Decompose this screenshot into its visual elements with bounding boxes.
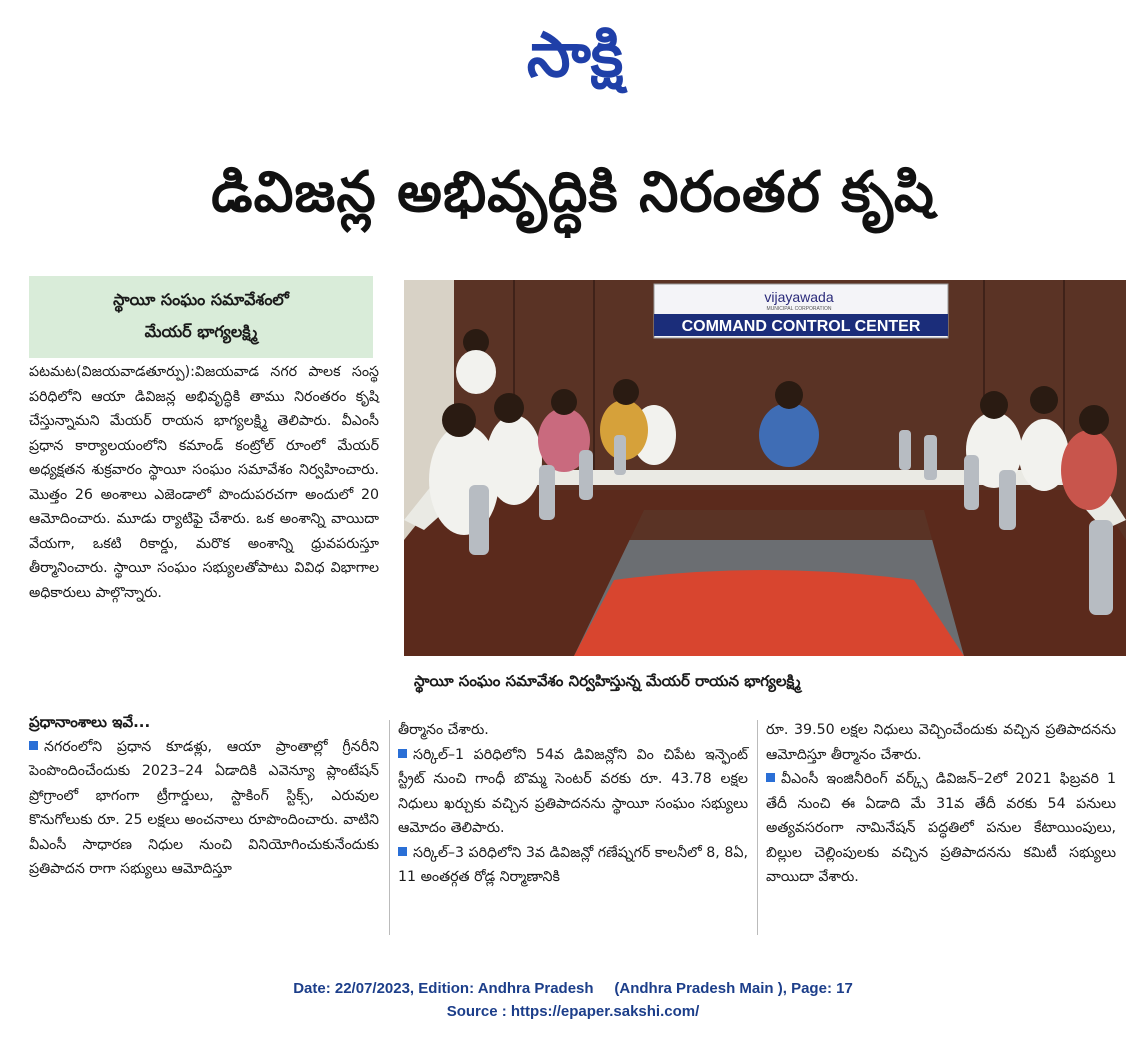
subheadline-box <box>29 276 373 358</box>
section-heading: ప్రధానాంశాలు ఇవే... <box>29 713 151 731</box>
list-item <box>29 735 379 882</box>
headline: డివిజన్ల అభివృద్ధికి నిరంతర కృషి <box>211 160 935 225</box>
bullet-icon <box>398 749 407 758</box>
list-item-text: నగరంలోని ప్రధాన కూడళ్లు, ఆయా ప్రాంతాల్లో గ్రీనరీని పెంపొందించేందుకు 2023–24 ఏడాదికి ఎవెన్యూ ప్లాంటేషన్ ప్రోగ్రాంలో భాగంగా ట్రీగార్డులు, స్టాకింగ్ స్టిక్స్, ఎరువుల కొనుగోలుకు రూ. 25 లక్షలు అంచనాలు రూపొందించారు. వాటిని వీఎంసీ సాధారణ నిధుల నుంచి వినియోగించుకునేందుకు ప్రతిపాదన రాగా సభ్యులు ఆమోదిస్తూ <box>29 738 379 877</box>
photo-caption: స్థాయీ సంఘం సమావేశం నిర్వహిస్తున్న మేయర్ రాయన భాగ్యలక్ష్మి <box>414 672 801 690</box>
continuation-text: తీర్మానం చేశారు. <box>398 722 489 738</box>
column-divider <box>389 720 390 935</box>
source-link[interactable]: Source : https://epaper.sakshi.com/ <box>446 1003 700 1020</box>
bullet-icon <box>766 773 775 782</box>
list-item-text: సర్కిల్–1 పరిధిలోని 54వ డివిజన్లోని విం చిపేట ఇన్ఫెంట్ స్ట్రీట్ నుంచి గాంధీ బొమ్మ సెంటర్ వరకు రూ. 43.78 లక్షల నిధులు ఖర్చుకు వచ్చిన ప్రతిపాదనను స్థాయీ సంఘం సభ్యులు ఆమోదం తెలిపారు. <box>398 746 748 836</box>
list-item-text: వీఎంసీ ఇంజినీరింగ్ వర్క్స్ డివిజన్–2లో 2021 ఫిబ్రవరి 1 తేదీ నుంచి ఈ ఏడాది మే 31వ తేదీ వరకు 54 పనులు అత్యవసరంగా నామినేషన్ పద్ధతిలో పనుల కేటాయింపులు, బిల్లుల చెల్లింపులకు వచ్చిన ప్రతిపాదనను కమిటీ సభ్యులు వాయిదా వేశారు. <box>766 771 1116 885</box>
list-item <box>398 743 748 841</box>
article-column-3 <box>766 718 1116 890</box>
list-item <box>398 841 748 890</box>
logo-text: సాక్షి <box>526 18 624 91</box>
sign-subtitle: MUNICIPAL CORPORATION <box>766 306 832 312</box>
column-divider <box>757 720 758 935</box>
list-item <box>766 767 1116 890</box>
article-column-1 <box>29 710 379 882</box>
list-item-text: సర్కిల్–3 పరిధిలోని 3వ డివిజన్లో గణేష్నగర్ కాలనీలో 8, 8ఏ, 11 అంతర్గత రోడ్ల నిర్మాణానికి <box>398 844 748 885</box>
sign-brand: vijayawada <box>764 289 834 305</box>
bullet-icon <box>29 741 38 750</box>
bullet-icon <box>398 847 407 856</box>
meeting-photo <box>404 280 1126 656</box>
article-intro <box>29 360 379 605</box>
edition-info: Date: 22/07/2023, Edition: Andhra Pradesh (Andhra Pradesh Main ), Page: 17 <box>293 980 853 997</box>
subhead-line-2: మేయర్ భాగ్యలక్ష్మి <box>144 322 258 341</box>
masthead <box>0 0 1146 120</box>
continuation-text: రూ. 39.50 లక్షల నిధులు వెచ్చించేందుకు వచ్చిన ప్రతిపాదనను ఆమోదిస్తూ తీర్మానం చేశారు. <box>766 722 1116 763</box>
subhead-line-1: స్థాయీ సంఘం సమావేశంలో <box>113 290 289 309</box>
article-column-2 <box>398 718 748 890</box>
meeting-photo-illustration <box>404 280 1126 656</box>
sign-title: COMMAND CONTROL CENTER <box>681 318 921 335</box>
intro-paragraph: పటమట(విజయవాడతూర్పు):విజయవాడ నగర పాలక సంస్థ పరిధిలోని ఆయా డివిజన్ల అభివృద్ధికి తాము నిరంతరం కృషి చేస్తున్నామని మేయర్ రాయన భాగ్యలక్ష్మి తెలిపారు. వీఎంసీ ప్రధాన కార్యాలయంలోని కమాండ్ కంట్రోల్ రూంలో మేయర్ అధ్యక్షతన శుక్రవారం స్థాయీ సంఘం సమావేశం నిర్వహించారు. మొత్తం 26 అంశాలు ఎజెండాలో పొందుపరచగా అందులో 20 ఆమోదించారు. మూడు ర్యాటిఫై చేశారు. ఒక అంశాన్ని వాయిదా వేయగా, ఒకటి రికార్డు, మరొక అంశాన్ని ధ్రువపరుస్తూ తీర్మానించారు. స్థాయీ సంఘం సభ్యులతోపాటు వివిధ విభాగాల అధికారులు పాల్గొన్నారు. <box>29 364 379 601</box>
sakshi-logo <box>470 14 680 98</box>
